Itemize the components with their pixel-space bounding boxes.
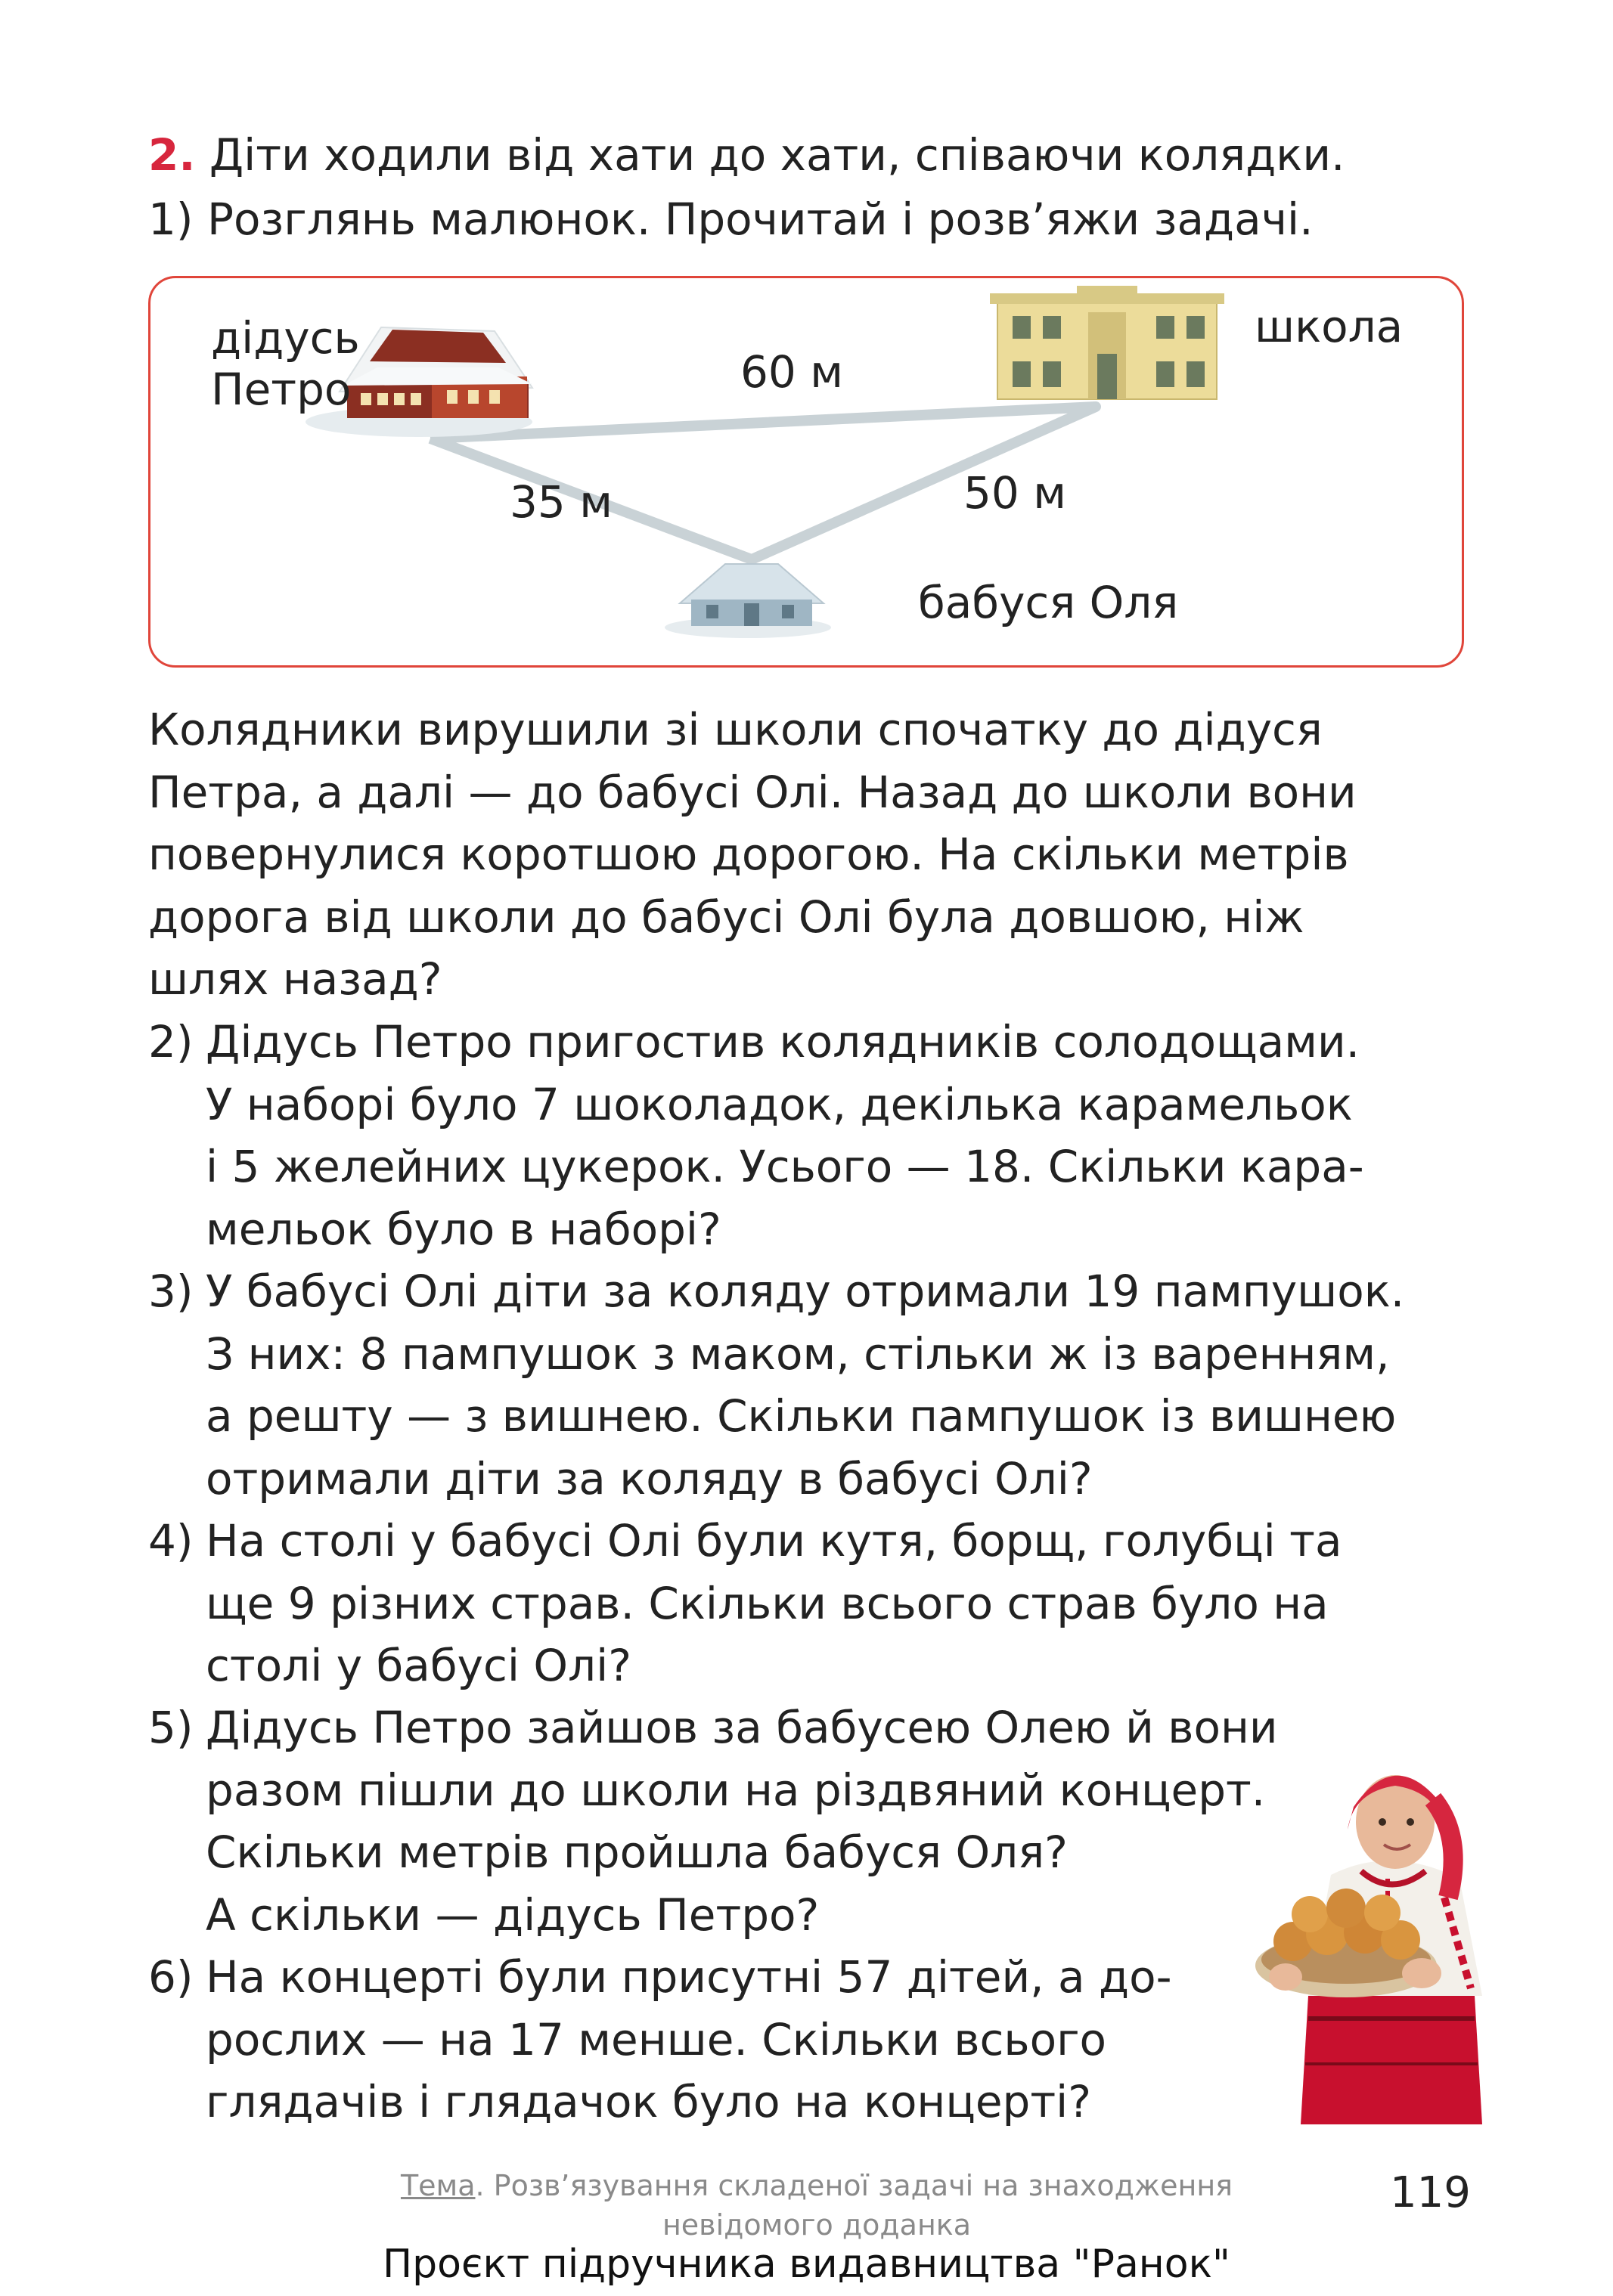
topic-text: . Розв’язування складеної задачі на знаходження: [475, 2169, 1233, 2202]
text-line: У бабусі Олі діти за коляду отримали 19 пампушок.: [206, 1266, 1405, 1317]
problem-3: [148, 1260, 1464, 1510]
problem-text: [206, 1696, 1302, 1946]
text-line: З них: 8 пампушок з маком, стільки ж із варенням,: [206, 1328, 1390, 1380]
route-scheme: [148, 276, 1464, 668]
problem-number: 5): [148, 1702, 194, 1753]
text-line: разом пішли до школи на різдвяний концерт.: [206, 1764, 1266, 1816]
problem-1-text: [148, 699, 1464, 1011]
text-line: столі у бабусі Олі?: [206, 1640, 632, 1691]
footer-topic-line1: [318, 2166, 1316, 2205]
grandpa-label-line1: дідусь: [211, 312, 360, 364]
topic-label: Тема: [400, 2169, 476, 2202]
text-line: отримали діти за коляду в бабусі Олі?: [206, 1452, 1093, 1504]
text-line: У наборі було 7 шоколадок, декілька карамельок: [206, 1078, 1353, 1130]
subtask-number: 1): [148, 194, 194, 245]
subtask-heading: [148, 189, 1314, 249]
project-caption: Проєкт підручника видавництва "Ранок": [383, 2242, 1230, 2287]
grandma-with-pampushky-illustration: [1255, 1746, 1528, 2140]
text-line: мельок було в наборі?: [206, 1203, 721, 1255]
text-line: На столі у бабусі Олі були кутя, борщ, голубці та: [206, 1515, 1342, 1566]
text-line: глядачів і глядачок було на концерті?: [206, 2076, 1092, 2127]
text-line: рослих — на 17 менше. Скільки всього: [206, 2013, 1107, 2065]
problem-number: 6): [148, 1951, 194, 2003]
text-line: Петра, а далі — до бабусі Олі. Назад до школи вони: [148, 766, 1357, 818]
text-line: На концерті були присутні 57 дітей, а до-: [206, 1951, 1172, 2003]
distance-grandpa-grandma: 35 м: [510, 476, 613, 528]
text-line: Дідусь Петро зайшов за бабусею Олею й вони: [206, 1702, 1278, 1753]
problem-text: [206, 1946, 1245, 2133]
problem-text: [206, 1011, 1464, 1260]
text-line: і 5 желейних цукерок. Усього — 18. Скільки кара-: [206, 1141, 1364, 1192]
footer-topic-line2: невідомого доданка: [662, 2208, 972, 2242]
problem-2: [148, 1011, 1464, 1260]
problem-5: [148, 1696, 1358, 1946]
problem-number: 3): [148, 1266, 194, 1317]
text-line: а решту — з вишнею. Скільки пампушок із вишнею: [206, 1390, 1397, 1442]
school-picture: [990, 286, 1224, 399]
text-line: дорога від школи до бабусі Олі була довшою, ніж: [148, 891, 1304, 943]
task-number: 2.: [148, 129, 196, 181]
problem-number: 2): [148, 1016, 194, 1067]
problem-text: [206, 1260, 1464, 1510]
problem-number: 4): [148, 1515, 194, 1566]
task-heading: [148, 125, 1345, 185]
page-number: 119: [1390, 2168, 1471, 2217]
subtask-title: Розглянь малюнок. Прочитай і розв’яжи задачі.: [206, 194, 1314, 245]
problem-4: [148, 1510, 1464, 1697]
problem-text: [206, 1510, 1464, 1697]
grandma-house-picture: [665, 564, 831, 638]
text-line: Колядники вирушили зі школи спочатку до дідуся: [148, 704, 1323, 755]
text-line: шлях назад?: [148, 953, 442, 1005]
text-line: А скільки — дідусь Петро?: [206, 1889, 820, 1941]
task-title: Діти ходили від хати до хати, співаючи колядки.: [209, 129, 1345, 181]
school-label: школа: [1255, 301, 1404, 352]
text-line: ще 9 різних страв. Скільки всього страв було на: [206, 1577, 1329, 1629]
distance-grandma-school: 50 м: [963, 467, 1066, 519]
footer-topic: [318, 2166, 1316, 2245]
text-line: Дідусь Петро пригостив колядників солодощами.: [206, 1016, 1360, 1067]
text-line: повернулися коротшою дорогою. На скільки метрів: [148, 829, 1349, 880]
distance-grandpa-school: 60 м: [740, 346, 843, 398]
text-line: Скільки метрів пройшла бабуся Оля?: [206, 1827, 1068, 1878]
grandpa-label-line2: Петро: [211, 364, 352, 415]
problem-6: [148, 1946, 1298, 2133]
grandma-label: бабуся Оля: [918, 577, 1179, 628]
